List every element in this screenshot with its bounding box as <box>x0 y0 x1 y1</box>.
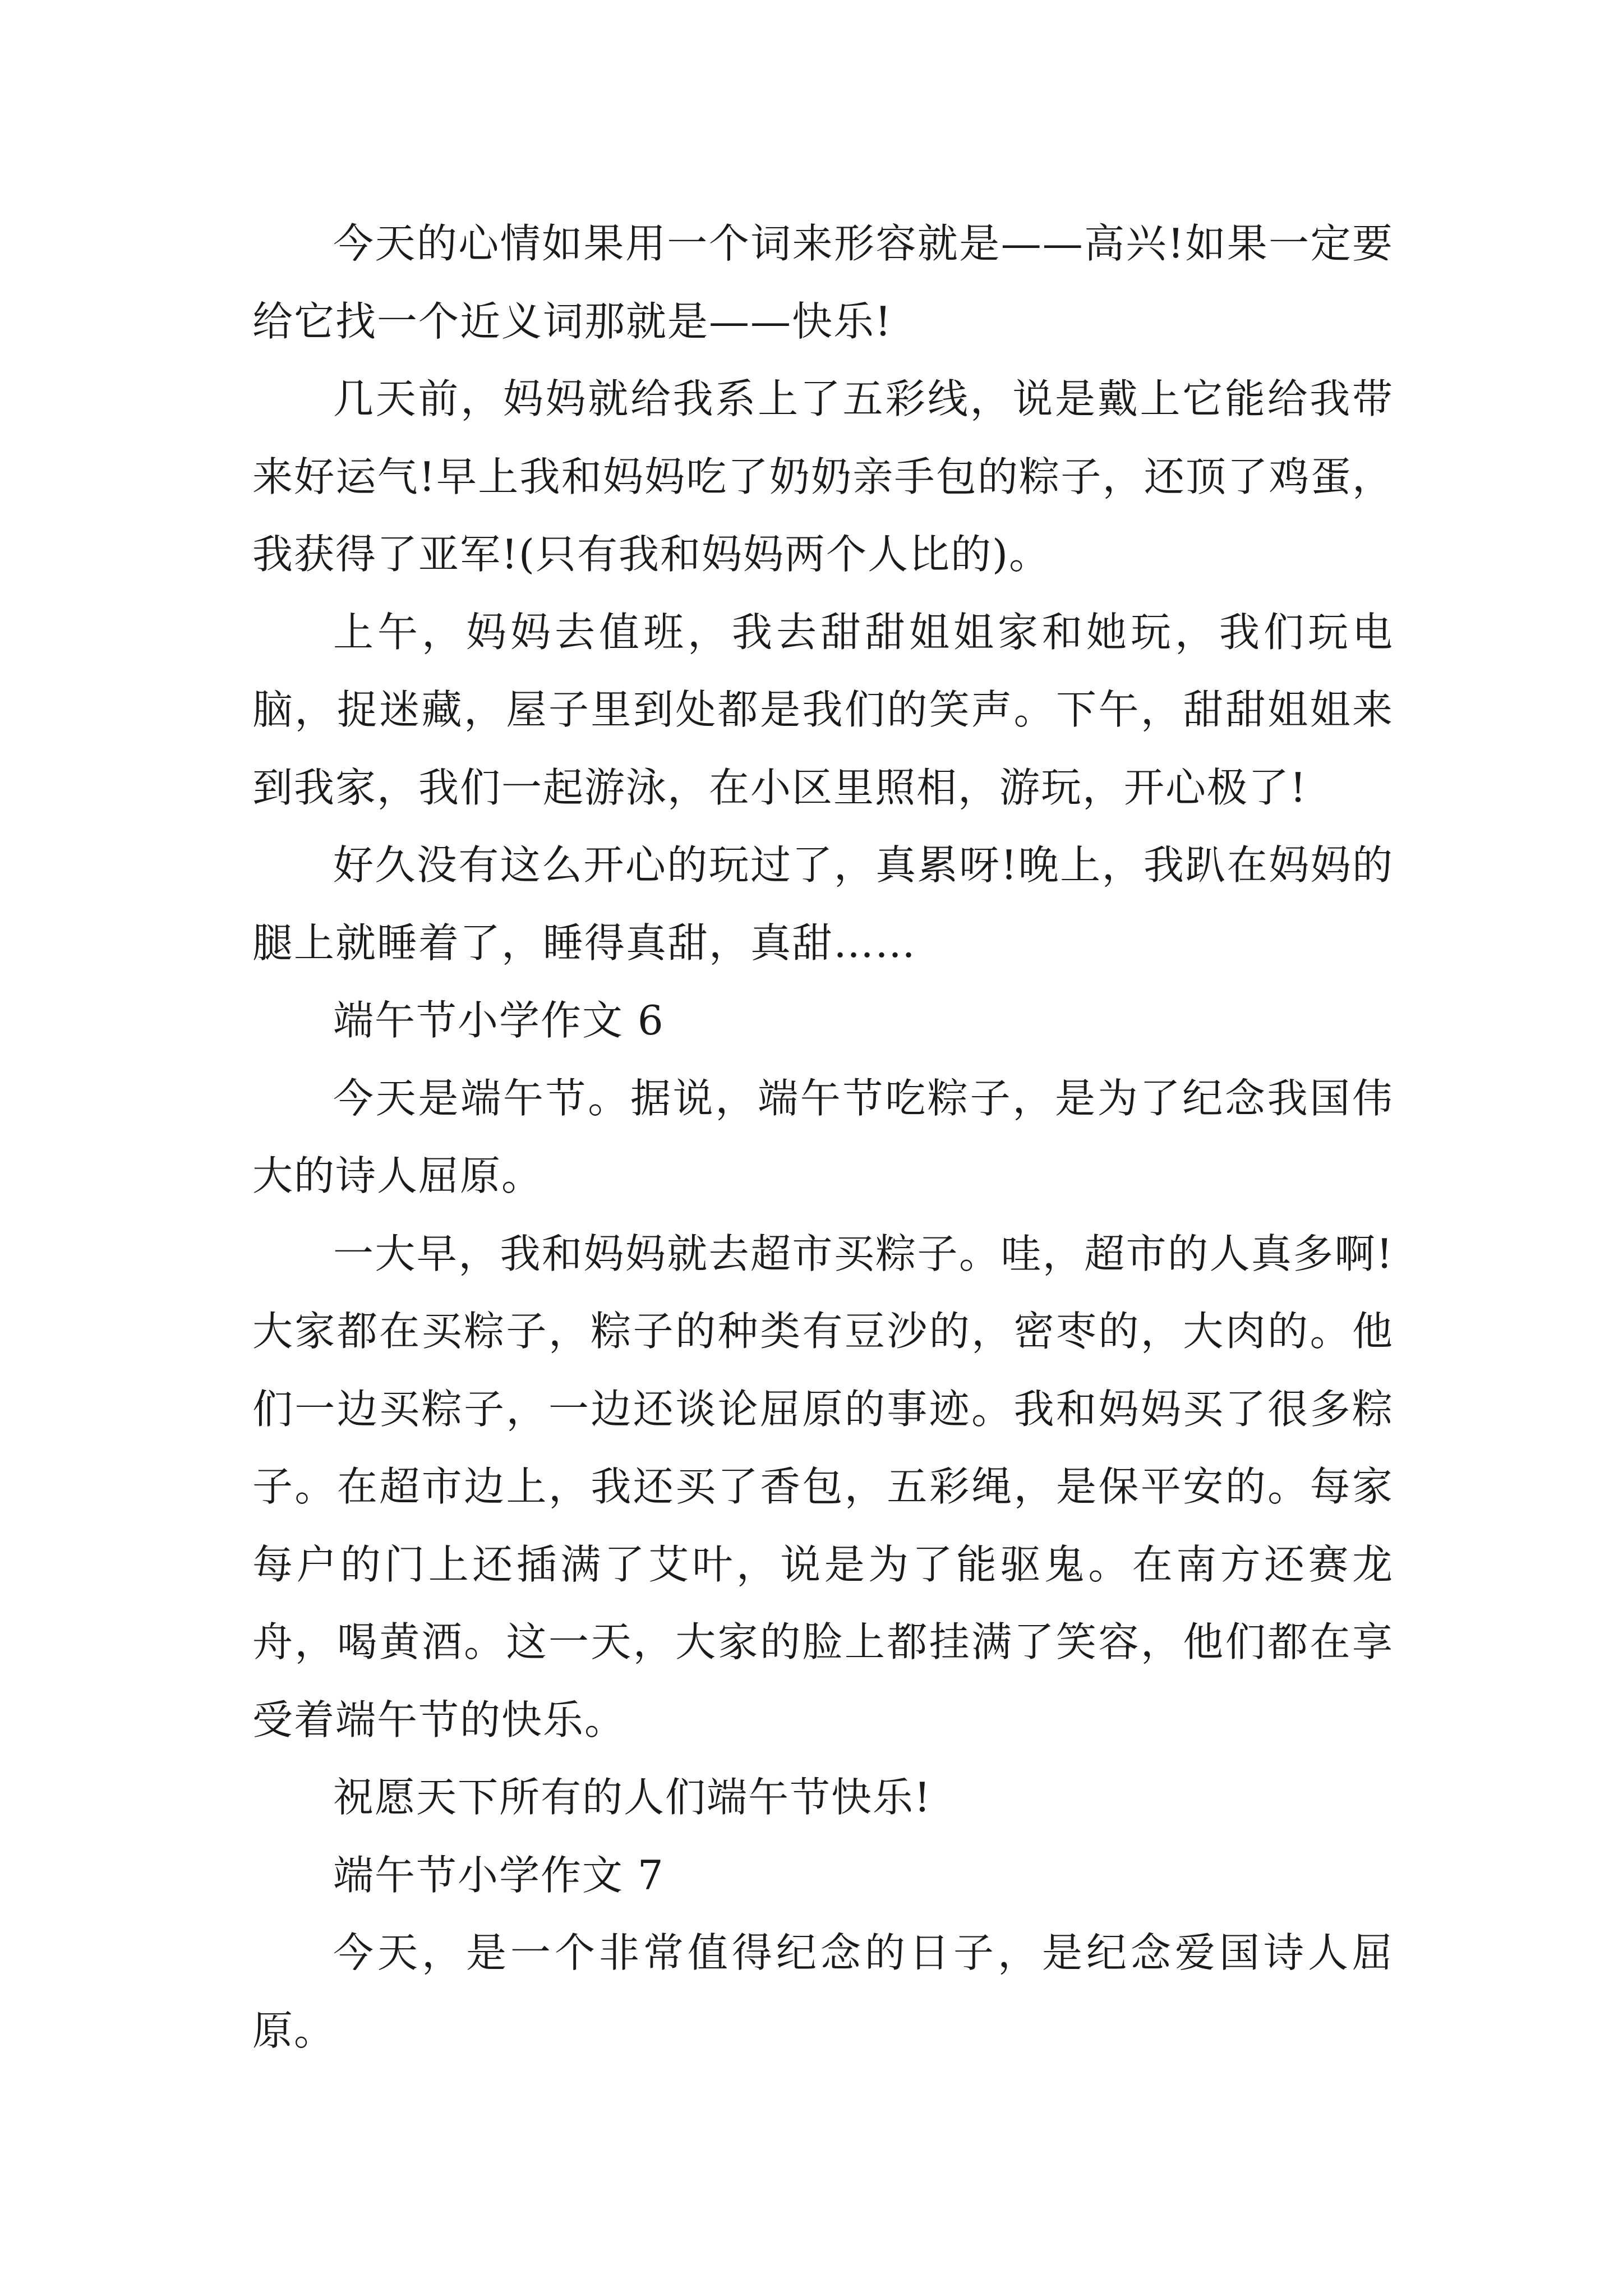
paragraph: 上午，妈妈去值班，我去甜甜姐姐家和她玩，我们玩电脑，捉迷藏，屋子里到处都是我们的笑声。下午，甜甜姐姐来到我家，我们一起游泳，在小区里照相，游玩，开心极了! <box>252 608 1394 811</box>
paragraph: 几天前，妈妈就给我系上了五彩线，说是戴上它能给我带来好运气!早上我和妈妈吃了奶奶亲手包的粽子，还顶了鸡蛋，我获得了亚军!(只有我和妈妈两个人比的)。 <box>252 375 1394 578</box>
document-body <box>252 205 1394 2069</box>
paragraph: 祝愿天下所有的人们端午节快乐! <box>333 1774 932 1821</box>
paragraph: 一大早，我和妈妈就去超市买粽子。哇，超市的人真多啊!大家都在买粽子，粽子的种类有豆沙的，密枣的，大肉的。他们一边买粽子，一边还谈论屈原的事迹。我和妈妈买了很多粽子。在超市边上，我还买了香包，五彩绳，是保平安的。每家每户的门上还插满了艾叶，说是为了能驱鬼。在南方还赛龙舟，喝黄酒。这一天，大家的脸上都挂满了笑容，他们都在享受着端午节的快乐。 <box>252 1230 1394 1743</box>
paragraph: 今天的心情如果用一个词来形容就是——高兴!如果一定要给它找一个近义词那就是——快乐! <box>252 220 1394 345</box>
essay-heading: 端午节小学作文 6 <box>333 997 665 1044</box>
essay-heading: 端午节小学作文 7 <box>333 1851 665 1899</box>
paragraph: 好久没有这么开心的玩过了，真累呀!晚上，我趴在妈妈的腿上就睡着了，睡得真甜，真甜…… <box>252 841 1394 967</box>
paragraph: 今天是端午节。据说，端午节吃粽子，是为了纪念我国伟大的诗人屈原。 <box>252 1074 1394 1199</box>
paragraph: 今天，是一个非常值得纪念的日子，是纪念爱国诗人屈原。 <box>252 1929 1394 2054</box>
